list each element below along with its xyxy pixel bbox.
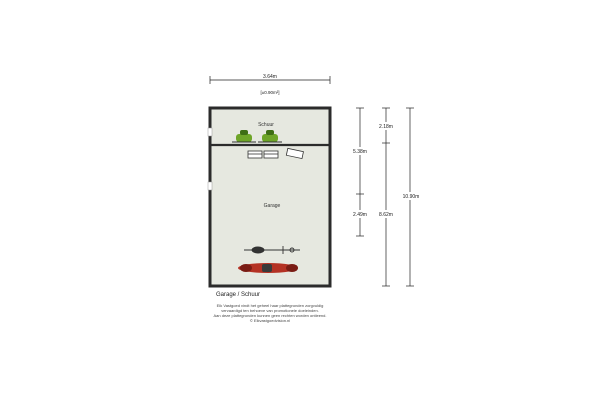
- motorcycle-icon: [238, 263, 298, 273]
- area-label: [±0.90m²]: [260, 90, 280, 95]
- dim-label-outer-total: 10.90m: [402, 194, 420, 200]
- bicycle-seat-left: [240, 130, 248, 135]
- bicycle-body-left: [236, 134, 252, 142]
- disclaimer-line-1: Elk Vastgoed vindt het geheel haar plattegronden zorgvuldig: [216, 303, 324, 308]
- bicycle-seat-right: [266, 130, 274, 135]
- dim-label-inner-total: 8.62m: [379, 212, 393, 218]
- chair-2: [264, 151, 278, 158]
- motorcycle-rear-wheel: [240, 264, 252, 272]
- scooter-body: [252, 247, 264, 253]
- window-opening-lower: [208, 182, 212, 190]
- disclaimer-line-4: © Elkvastgoedvision.nl: [249, 318, 291, 323]
- dim-label-lower-depth: 2.49m: [353, 212, 367, 218]
- plan-title: Garage / Schuur: [215, 292, 261, 298]
- width-label: 3.64m: [263, 74, 277, 80]
- chair-1: [248, 151, 262, 158]
- room-label-garage: Garage: [263, 203, 281, 209]
- window-opening-upper: [208, 128, 212, 136]
- room-label-schuur: Schuur: [258, 122, 274, 128]
- motorcycle-front-wheel: [286, 264, 298, 272]
- dim-label-middle-depth: 5.38m: [353, 149, 367, 155]
- disclaimer-line-3: Aan deze plattegronden kunnen geen rechten worden ontleend.: [213, 313, 327, 318]
- motorcycle-seat: [262, 264, 272, 272]
- disclaimer-line-2: vervaardigd ten behoeve van promotionele doeleinden.: [221, 308, 319, 313]
- dim-label-schuur-depth: 2.18m: [379, 124, 393, 130]
- bicycle-body-right: [262, 134, 278, 142]
